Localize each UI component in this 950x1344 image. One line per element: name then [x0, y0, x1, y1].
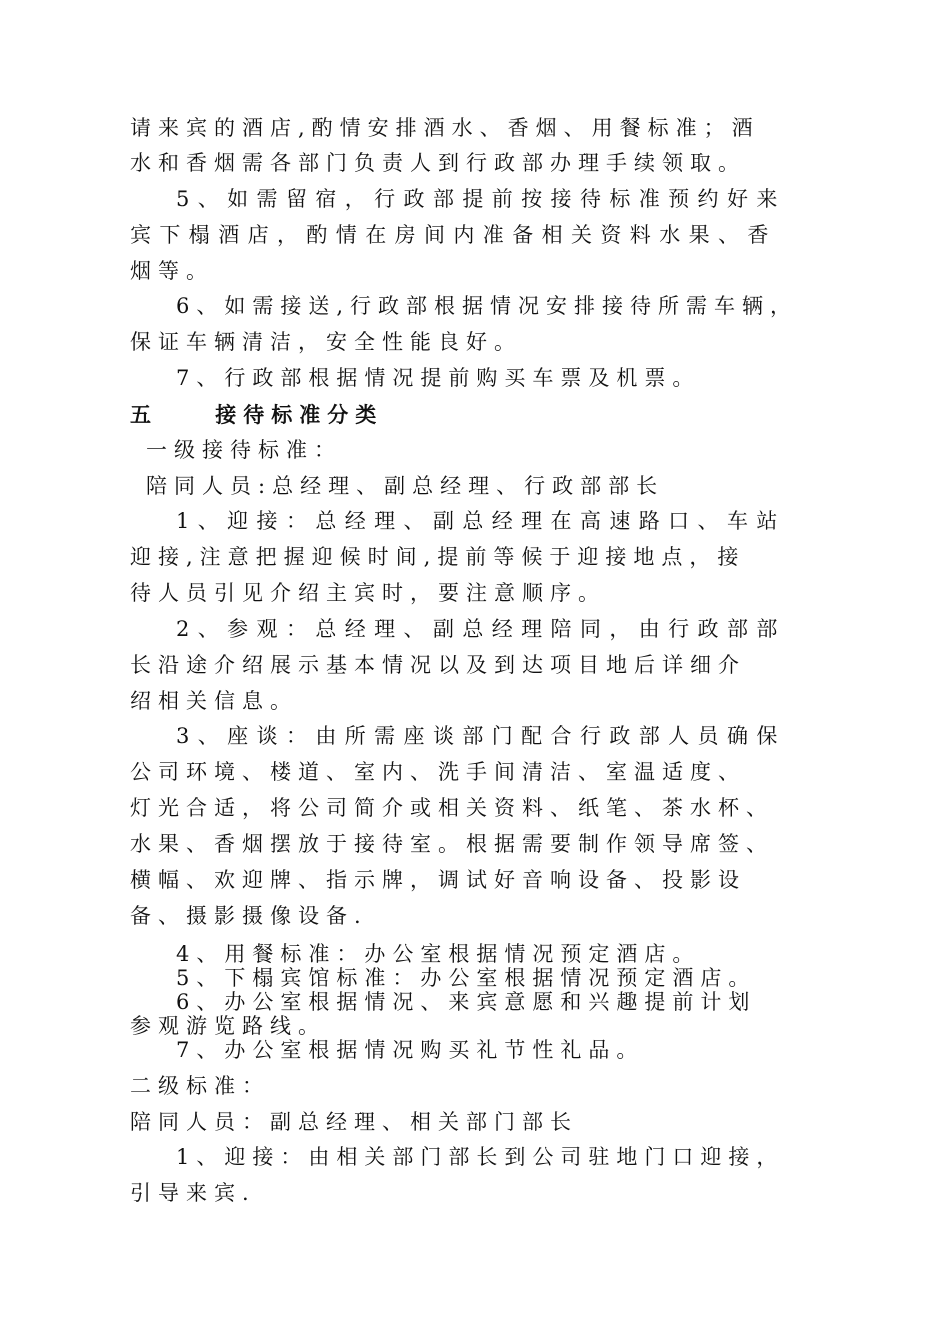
text-line: 5、如需留宿，行政部提前按接待标准预约好来 — [176, 187, 786, 211]
text-line: 待人员引见介绍主宾时，要注意顺序。 — [130, 581, 606, 605]
text-line: 水和香烟需各部门负责人到行政部办理手续领取。 — [130, 151, 746, 175]
text-line: 长沿途介绍展示基本情况以及到达项目地后详细介 — [130, 653, 746, 677]
text-line: 宾下榻酒店，酌情在房间内准备相关资料水果、香 — [130, 223, 777, 247]
text-line: 绍相关信息。 — [130, 689, 298, 713]
text-line: 横幅、欢迎牌、指示牌，调试好音响设备、投影设 — [130, 868, 746, 892]
text-line: 保证车辆清洁，安全性能良好。 — [130, 330, 522, 354]
text-line: 1、迎接：总经理、副总经理在高速路口、车站 — [176, 509, 786, 533]
text-line: 6、办公室根据情况、来宾意愿和兴趣提前计划 — [176, 990, 757, 1014]
text-line: 陪同人员:总经理、副总经理、行政部部长 — [146, 474, 665, 498]
text-line: 水果、香烟摆放于接待室。根据需要制作领导席签、 — [130, 832, 774, 856]
text-line: 参观游览路线。 — [130, 1014, 326, 1038]
text-line: 公司环境、楼道、室内、洗手间清洁、室温适度、 — [130, 760, 746, 784]
section-heading: 五 接待标准分类 — [130, 402, 384, 427]
text-line: 灯光合适，将公司简介或相关资料、纸笔、茶水杯、 — [130, 796, 774, 820]
text-line: 4、用餐标准：办公室根据情况预定酒店。 — [176, 942, 701, 966]
text-line: 迎接,注意把握迎候时间,提前等候于迎接地点，接 — [130, 545, 746, 569]
text-line: 2、参观：总经理、副总经理陪同，由行政部部 — [176, 617, 786, 641]
text-line: 3、座谈：由所需座谈部门配合行政部人员确保 — [176, 724, 786, 748]
text-line: 7、办公室根据情况购买礼节性礼品。 — [176, 1038, 645, 1062]
text-line: 陪同人员：副总经理、相关部门部长 — [130, 1110, 578, 1134]
text-line: 1、迎接：由相关部门部长到公司驻地门口迎接， — [176, 1145, 785, 1169]
subsection-heading: 一级接待标准： — [146, 438, 342, 462]
text-line: 7、行政部根据情况提前购买车票及机票。 — [176, 366, 701, 390]
text-line: 6、如需接送,行政部根据情况安排接待所需车辆， — [176, 294, 799, 318]
text-line: 请来宾的酒店,酌情安排酒水、香烟、用餐标准；酒 — [130, 116, 760, 140]
text-line: 引导来宾. — [130, 1181, 256, 1205]
text-line: 备、摄影摄像设备. — [130, 904, 368, 928]
text-line: 5、下榻宾馆标准：办公室根据情况预定酒店。 — [176, 966, 757, 990]
text-line: 烟等。 — [130, 259, 214, 283]
subsection-heading: 二级标准： — [130, 1074, 270, 1098]
